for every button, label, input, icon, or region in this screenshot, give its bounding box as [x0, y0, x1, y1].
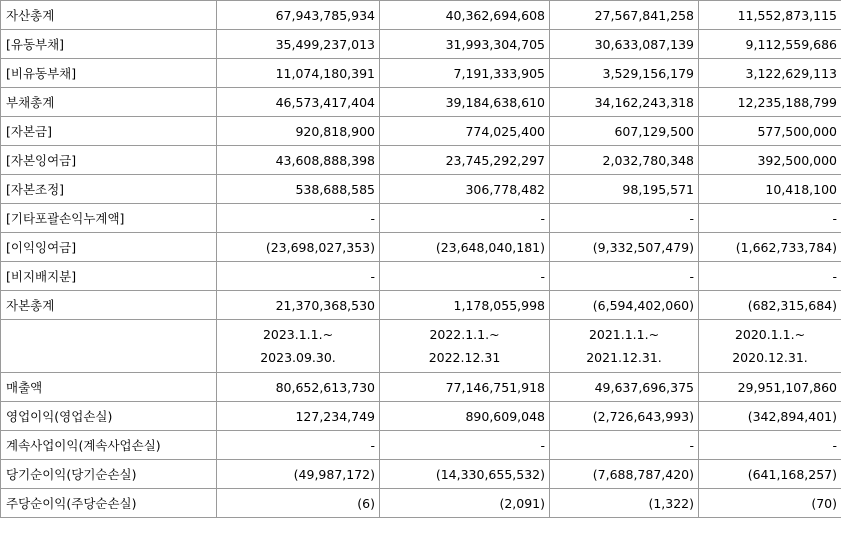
table-row — [1, 233, 841, 262]
row-label: 자본총계 — [1, 291, 217, 320]
table-row — [1, 1, 841, 30]
row-label: [자본조정] — [1, 175, 217, 204]
value-cell: - — [699, 204, 841, 233]
value-cell: - — [380, 262, 550, 291]
row-label: [유동부채] — [1, 30, 217, 59]
period-start: 2021.1.1.~ — [588, 327, 660, 342]
table-row — [1, 460, 841, 489]
period-cell — [699, 320, 841, 373]
table-row — [1, 117, 841, 146]
value-cell: - — [699, 431, 841, 460]
value-cell: (9,332,507,479) — [550, 233, 699, 262]
period-start: 2023.1.1.~ — [262, 327, 334, 342]
value-cell: 49,637,696,375 — [550, 373, 699, 402]
value-cell: - — [217, 262, 380, 291]
table-row — [1, 30, 841, 59]
value-cell: 27,567,841,258 — [550, 1, 699, 30]
row-label: [기타포괄손익누계액] — [1, 204, 217, 233]
value-cell: - — [699, 262, 841, 291]
value-cell: 3,122,629,113 — [699, 59, 841, 88]
value-cell: (6,594,402,060) — [550, 291, 699, 320]
value-cell: - — [217, 204, 380, 233]
value-cell: (1,662,733,784) — [699, 233, 841, 262]
value-cell: (2,726,643,993) — [550, 402, 699, 431]
value-cell: 35,499,237,013 — [217, 30, 380, 59]
value-cell: 774,025,400 — [380, 117, 550, 146]
value-cell: - — [550, 262, 699, 291]
value-cell: 11,074,180,391 — [217, 59, 380, 88]
value-cell: (23,698,027,353) — [217, 233, 380, 262]
value-cell: (14,330,655,532) — [380, 460, 550, 489]
value-cell: (2,091) — [380, 489, 550, 518]
row-label: [자본금] — [1, 117, 217, 146]
value-cell: 392,500,000 — [699, 146, 841, 175]
value-cell: 34,162,243,318 — [550, 88, 699, 117]
table-row — [1, 175, 841, 204]
table-row — [1, 262, 841, 291]
period-header-row — [1, 320, 841, 373]
value-cell: (6) — [217, 489, 380, 518]
value-cell: 29,951,107,860 — [699, 373, 841, 402]
period-cell — [550, 320, 699, 373]
row-label: [자본잉여금] — [1, 146, 217, 175]
value-cell: 67,943,785,934 — [217, 1, 380, 30]
value-cell: - — [380, 204, 550, 233]
period-end: 2020.12.31. — [732, 350, 808, 365]
value-cell: 46,573,417,404 — [217, 88, 380, 117]
value-cell: 127,234,749 — [217, 402, 380, 431]
value-cell: 890,609,048 — [380, 402, 550, 431]
value-cell: 607,129,500 — [550, 117, 699, 146]
value-cell: 39,184,638,610 — [380, 88, 550, 117]
table-row — [1, 59, 841, 88]
value-cell: 920,818,900 — [217, 117, 380, 146]
value-cell: 31,993,304,705 — [380, 30, 550, 59]
value-cell: - — [217, 431, 380, 460]
value-cell: (641,168,257) — [699, 460, 841, 489]
value-cell: 10,418,100 — [699, 175, 841, 204]
value-cell: 2,032,780,348 — [550, 146, 699, 175]
value-cell: 12,235,188,799 — [699, 88, 841, 117]
period-cell — [217, 320, 380, 373]
table-row — [1, 291, 841, 320]
value-cell: 7,191,333,905 — [380, 59, 550, 88]
period-end: 2021.12.31. — [586, 350, 662, 365]
row-label: 자산총계 — [1, 1, 217, 30]
value-cell: (7,688,787,420) — [550, 460, 699, 489]
table-row — [1, 431, 841, 460]
value-cell: 3,529,156,179 — [550, 59, 699, 88]
period-start: 2020.1.1.~ — [734, 327, 806, 342]
period-cell — [380, 320, 550, 373]
period-end: 2023.09.30. — [260, 350, 336, 365]
row-label: [이익잉여금] — [1, 233, 217, 262]
table-row — [1, 402, 841, 431]
table-row — [1, 146, 841, 175]
value-cell: 40,362,694,608 — [380, 1, 550, 30]
value-cell: 23,745,292,297 — [380, 146, 550, 175]
value-cell: (682,315,684) — [699, 291, 841, 320]
period-start: 2022.1.1.~ — [429, 327, 500, 342]
row-label: 매출액 — [1, 373, 217, 402]
value-cell: - — [380, 431, 550, 460]
value-cell: (23,648,040,181) — [380, 233, 550, 262]
row-label: 계속사업이익(계속사업손실) — [1, 431, 217, 460]
row-label: 부채총계 — [1, 88, 217, 117]
row-label: 영업이익(영업손실) — [1, 402, 217, 431]
value-cell: (49,987,172) — [217, 460, 380, 489]
value-cell: 30,633,087,139 — [550, 30, 699, 59]
row-label: [비유동부채] — [1, 59, 217, 88]
value-cell: - — [550, 431, 699, 460]
value-cell: 43,608,888,398 — [217, 146, 380, 175]
value-cell: (1,322) — [550, 489, 699, 518]
value-cell: 98,195,571 — [550, 175, 699, 204]
table-row — [1, 204, 841, 233]
value-cell: 1,178,055,998 — [380, 291, 550, 320]
value-cell: (70) — [699, 489, 841, 518]
period-label-cell — [1, 320, 217, 373]
table-row — [1, 373, 841, 402]
value-cell: 11,552,873,115 — [699, 1, 841, 30]
table-row — [1, 88, 841, 117]
row-label: [비지배지분] — [1, 262, 217, 291]
row-label: 당기순이익(당기순손실) — [1, 460, 217, 489]
value-cell: (342,894,401) — [699, 402, 841, 431]
value-cell: 77,146,751,918 — [380, 373, 550, 402]
value-cell: 577,500,000 — [699, 117, 841, 146]
value-cell: 21,370,368,530 — [217, 291, 380, 320]
value-cell: 306,778,482 — [380, 175, 550, 204]
row-label: 주당순이익(주당순손실) — [1, 489, 217, 518]
period-end: 2022.12.31 — [428, 350, 501, 365]
value-cell: 80,652,613,730 — [217, 373, 380, 402]
value-cell: - — [550, 204, 699, 233]
value-cell: 538,688,585 — [217, 175, 380, 204]
value-cell: 9,112,559,686 — [699, 30, 841, 59]
table-row — [1, 489, 841, 518]
